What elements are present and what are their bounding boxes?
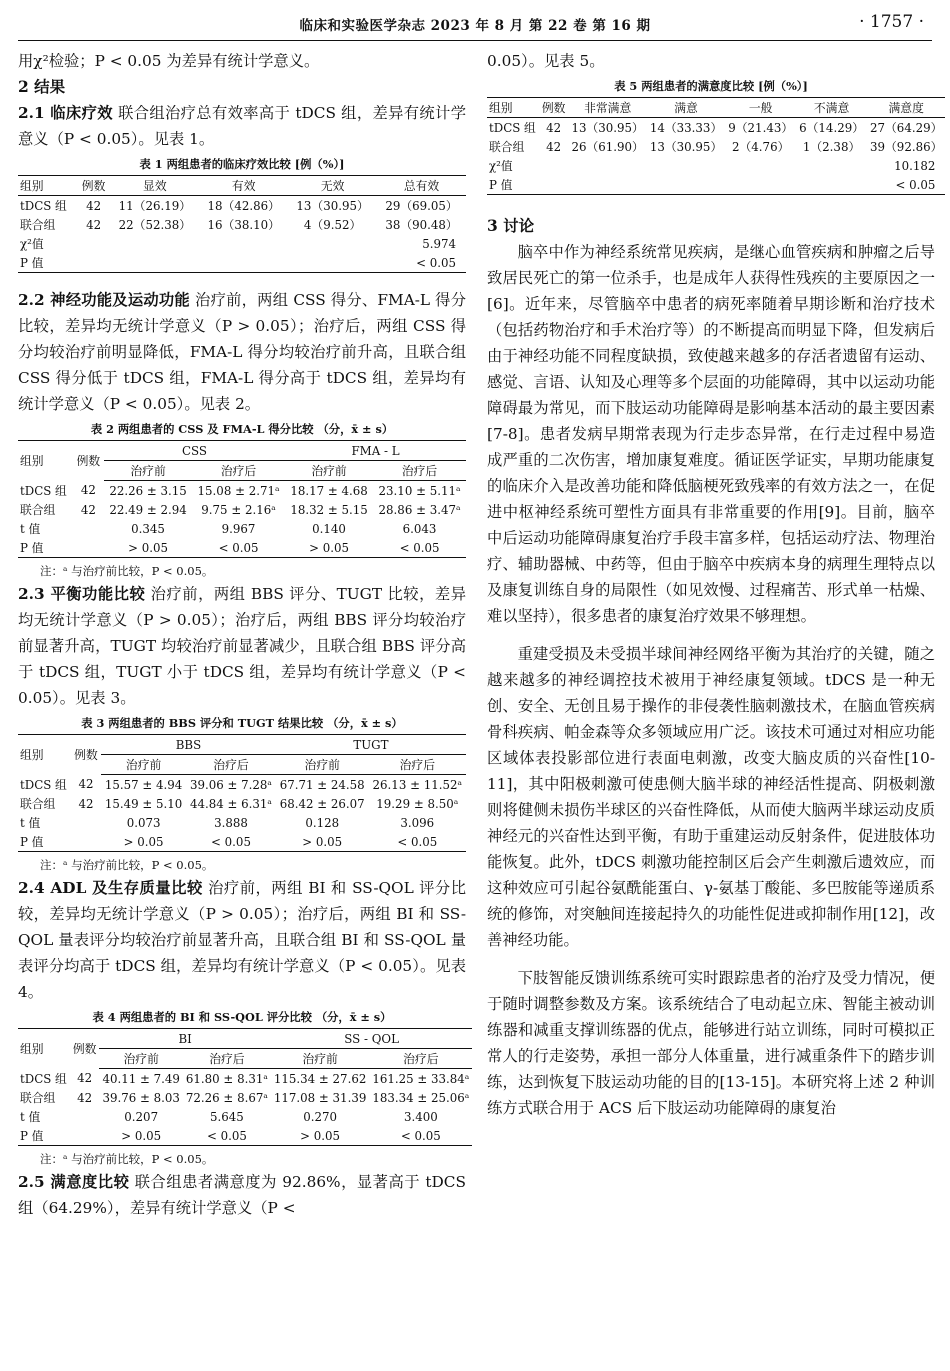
- table-row: t 值 0.073 3.888 0.128 3.096: [20, 815, 435, 830]
- paragraph-2-4: 2.4 ADL 及生存质量比较 治疗前，两组 BI 和 SS-QOL 评分比较，差异均无统计学意义（P > 0.05）；治疗后，两组 BI 和 SS-QOL 量表评分均较治疗前显著升高，且联合组 BI 和 SS-QOL 量表评分均高于 tDCS 组，差异均有统计学意义（P < 0.05）。见表 4。: [18, 879, 466, 1001]
- table-row: χ²值 5.974: [20, 236, 456, 251]
- table-row: tDCS 组 42 40.11 ± 7.49 61.80 ± 8.31ᵃ 115.34 ± 27.62 161.25 ± 33.84ᵃ: [20, 1071, 470, 1086]
- table-1-title: 表 1 两组患者的临床疗效比较 [例（%）]: [139, 157, 345, 171]
- table-5: 组别 例数 非常满意 满意 一般 不满意 满意度 tDCS 组 42 13（30.95） 14（33.33） 9（21.43） 6（14.29） 27（64.29） 联合组 42 26（61.90） 13（30.95） 2（4.76） 1（2.38） 39（92.86） χ²值 10.182 P 值 < 0.05: [487, 97, 945, 195]
- table-2: 组别 例数 CSS FMA - L 治疗前 治疗后 治疗前 治疗后 tDCS 组 42 22.26 ± 3.15 15.08 ± 2.71ᵃ 18.17 ± 4.68 23.10 ± 5.11ᵃ 联合组 42 22.49 ± 2.94 9.75 ± 2.16ᵃ 18.32 ± 5.15 28.86 ± 3.47ᵃ t 值 0.345 9.967 0.140 6.043 P 值 > 0.05 < 0.05 > 0.05 < 0.05: [18, 440, 466, 558]
- subsection-title: 2.3 平衡功能比较: [18, 585, 146, 603]
- table-row: P 值 < 0.05: [18, 253, 466, 273]
- page-number: · 1757 ·: [859, 12, 924, 32]
- table-row: χ²值 10.182: [489, 158, 936, 173]
- table-row: 联合组 42 15.49 ± 5.10 44.84 ± 6.31ᵃ 68.42 ± 26.07 19.29 ± 8.50ᵃ: [20, 796, 459, 811]
- table-3: 组别 例数 BBS TUGT 治疗前 治疗后 治疗前 治疗后 tDCS 组 42 15.57 ± 4.94 39.06 ± 7.28ᵃ 67.71 ± 24.58 26.13 ± 11.52ᵃ 联合组 42 15.49 ± 5.10 44.84 ± 6.31ᵃ 68.42 ± 26.07 19.29 ± 8.50ᵃ t 值 0.073 3.888 0.128 3.096 P 值 > 0.05 < 0.05 > 0.05 < 0.05: [18, 734, 466, 852]
- left-column: [18, 48, 470, 1221]
- table-4-title: 表 4 两组患者的 BI 和 SS-QOL 评分比较 （分，x̄ ± s）: [92, 1010, 392, 1024]
- table-5-title: 表 5 两组患者的满意度比较 [例（%）]: [614, 79, 808, 93]
- paragraph-2-2: 2.2 神经功能及运动功能 治疗前，两组 CSS 得分、FMA-L 得分比较，差异均无统计学意义（P > 0.05）；治疗后，两组 CSS 得分均较治疗前明显降低，FMA-L 得分均较治疗前升高，且联合组 CSS 得分低于 tDCS 组，FMA-L 得分高于 tDCS 组，差异均有统计学意义（P < 0.05）。见表 2。: [18, 291, 466, 413]
- table-3-note: 注：ᵃ 与治疗前比较，P < 0.05。: [40, 858, 214, 872]
- discussion-paragraph-3: 下肢智能反馈训练系统可实时跟踪患者的治疗及受力情况，便于随时调整参数及方案。该系统结合了电动起立床、智能主被动训练器和减重支撑训练器的优点，能够进行站立训练，同时可模拟正常人的行走姿势，承担一部分人体重量，进行减重条件下的踏步训练，达到恢复下肢运动功能的目的[13-15]。本研究将上述 2 种训练方式联合用于 ACS 后下肢运动功能障碍的康复治: [487, 969, 935, 1117]
- journal-header: 临床和实验医学杂志 2023 年 8 月 第 22 卷 第 16 期: [299, 18, 651, 34]
- table-row: P 值 > 0.05 < 0.05 > 0.05 < 0.05: [18, 538, 466, 558]
- section-heading-discussion: 3 讨论: [487, 216, 535, 235]
- page-header: [18, 8, 932, 41]
- table-row: P 值 > 0.05 < 0.05 > 0.05 < 0.05: [18, 1126, 472, 1146]
- table-4-note: 注：ᵃ 与治疗前比较，P < 0.05。: [40, 1152, 214, 1166]
- table-row: t 值 0.207 5.645 0.270 3.400: [20, 1109, 438, 1124]
- paragraph-2-5: 2.5 满意度比较 联合组患者满意度为 92.86%，显著高于 tDCS 组（64.29%），差异有统计学意义（P <: [18, 1173, 466, 1217]
- subsection-title: 2.4 ADL 及生存质量比较: [18, 879, 203, 897]
- table-row: 联合组 42 22（52.38） 16（38.10） 4（9.52） 38（90.48）: [20, 217, 458, 232]
- paragraph-2-3: 2.3 平衡功能比较 治疗前，两组 BBS 评分、TUGT 比较，差异均无统计学意义（P > 0.05）；治疗后，两组 BBS 评分均较治疗前显著升高，TUGT 均较治疗前显著减少，且联合组 BBS 评分高于 tDCS 组，TUGT 小于 tDCS 组，差异均有统计学意义（P < 0.05）。见表 3。: [18, 585, 466, 707]
- table-1: 组别 例数 显效 有效 无效 总有效 tDCS 组 42 11（26.19） 18（42.86） 13（30.95） 29（69.05） 联合组 42 22（52.38） 16（38.10） 4（9.52） 38（90.48） χ²值 5.974 P 值 < 0.05: [18, 175, 466, 273]
- table-row: P 值 < 0.05: [487, 175, 945, 195]
- section-heading-results: 2 结果: [18, 77, 66, 96]
- table-3-title: 表 3 两组患者的 BBS 评分和 TUGT 结果比较 （分，x̄ ± s）: [81, 716, 403, 730]
- subsection-title: 2.2 神经功能及运动功能: [18, 291, 190, 309]
- table-row: tDCS 组 42 22.26 ± 3.15 15.08 ± 2.71ᵃ 18.17 ± 4.68 23.10 ± 5.11ᵃ: [20, 483, 461, 498]
- paragraph-2-1: 2.1 临床疗效 联合组治疗总有效率高于 tDCS 组，差异有统计学意义（P < 0.05）。见表 1。: [18, 104, 466, 148]
- subsection-title: 2.1 临床疗效: [18, 104, 113, 122]
- discussion-paragraph-2: 重建受损及未受损半球间神经网络平衡为其治疗的关键，随之越来越多的神经调控技术被用于神经康复领域。tDCS 是一种无创、安全、无创且易于操作的非侵袭性脑刺激技术，在脑血管疾病骨科疾病、帕金森等众多领域应用广泛。该技术可通过对相应功能区域体表投影部位进行表面电刺激，改变大脑皮质的兴奋性[10-11]，其中阳极刺激可使患侧大脑半球的神经活性提高、阴极刺激则将健侧未损伤半球区的兴奋性降低，从而使大脑两半球运动皮质神经元的兴奋性达到平衡，有助于重建运动反射条件，促进肢体功能恢复。此外，tDCS 刺激功能控制区后会产生刺激后遗效应，而这种效应可引起谷氨酰能蛋白、γ-氨基丁酸能、多巴胺能等递质系统的修饰，对突触间连接起持久的功能性促进或抑制作用[12]，改善神经功能。: [487, 645, 935, 949]
- table-row: tDCS 组 42 13（30.95） 14（33.33） 9（21.43） 6（14.29） 27（64.29）: [489, 120, 943, 135]
- table-row: 联合组 42 39.76 ± 8.03 72.26 ± 8.67ᵃ 117.08 ± 31.39 183.34 ± 25.06ᵃ: [20, 1090, 470, 1105]
- table-row: tDCS 组 42 15.57 ± 4.94 39.06 ± 7.28ᵃ 67.71 ± 24.58 26.13 ± 11.52ᵃ: [20, 777, 463, 792]
- table-row: 联合组 42 26（61.90） 13（30.95） 2（4.76） 1（2.38） 39（92.86）: [489, 139, 943, 154]
- table-row: 联合组 42 22.49 ± 2.94 9.75 ± 2.16ᵃ 18.32 ± 5.15 28.86 ± 3.47ᵃ: [20, 502, 461, 517]
- table-2-title: 表 2 两组患者的 CSS 及 FMA-L 得分比较 （分，x̄ ± s）: [90, 422, 394, 436]
- paragraph-2-5-continued: 0.05）。见表 5。: [487, 52, 605, 70]
- table-2-note: 注：ᵃ 与治疗前比较，P < 0.05。: [40, 564, 214, 578]
- right-column: [487, 48, 943, 1121]
- table-row: tDCS 组 42 11（26.19） 18（42.86） 13（30.95） 29（69.05）: [20, 198, 458, 213]
- table-row: t 值 0.345 9.967 0.140 6.043: [20, 521, 437, 536]
- table-4: 组别 例数 BI SS - QOL 治疗前 治疗后 治疗前 治疗后 tDCS 组 42 40.11 ± 7.49 61.80 ± 8.31ᵃ 115.34 ± 27.62 161.25 ± 33.84ᵃ 联合组 42 39.76 ± 8.03 72.26 ± 8.67ᵃ 117.08 ± 31.39 183.34 ± 25.06ᵃ t 值 0.207 5.645 0.270 3.400 P 值 > 0.05 < 0.05 > 0.05 < 0.05: [18, 1028, 472, 1146]
- discussion-paragraph-1: 脑卒中作为神经系统常见疾病，是继心血管疾病和肿瘤之后导致居民死亡的第一位杀手，也是成年人获得性残疾的主要原因之一[6]。近年来，尽管脑卒中患者的病死率随着早期诊断和治疗技术（包括药物治疗和手术治疗等）的不断提高而明显下降，但发病后由于神经功能不同程度缺损，致使越来越多的存活者遗留有运动、感觉、言语、认知及心理等多个层面的功能障碍，其中以运动功能障碍最为常见，而下肢运动功能障碍是影响基本活动的最主要因素[7-8]。患者发病早期常表现为行走步态异常，在行走过程中易造成严重的二次伤害，增加康复难度。循证医学证实，早期功能康复的临床介入是改善功能和降低脑梗死致残率的有效方法之一，在促进中枢神经系统可塑性方面具有非常重要的作用[9]。目前，脑卒中后运动功能障碍康复治疗手段丰富多样，包括运动疗法、物理治疗、辅助器械、中药等，但由于脑卒中疾病本身的病理生理特点以及康复训练自身的局限性（如见效慢、过程痛苦、形式单一枯燥、难以坚持），很多患者的康复治疗效果不够理想。: [487, 243, 935, 625]
- table-row: P 值 > 0.05 < 0.05 > 0.05 < 0.05: [18, 832, 466, 852]
- subsection-title: 2.5 满意度比较: [18, 1173, 130, 1191]
- paragraph-methods-end: 用χ²检验；P < 0.05 为差异有统计学意义。: [18, 52, 320, 70]
